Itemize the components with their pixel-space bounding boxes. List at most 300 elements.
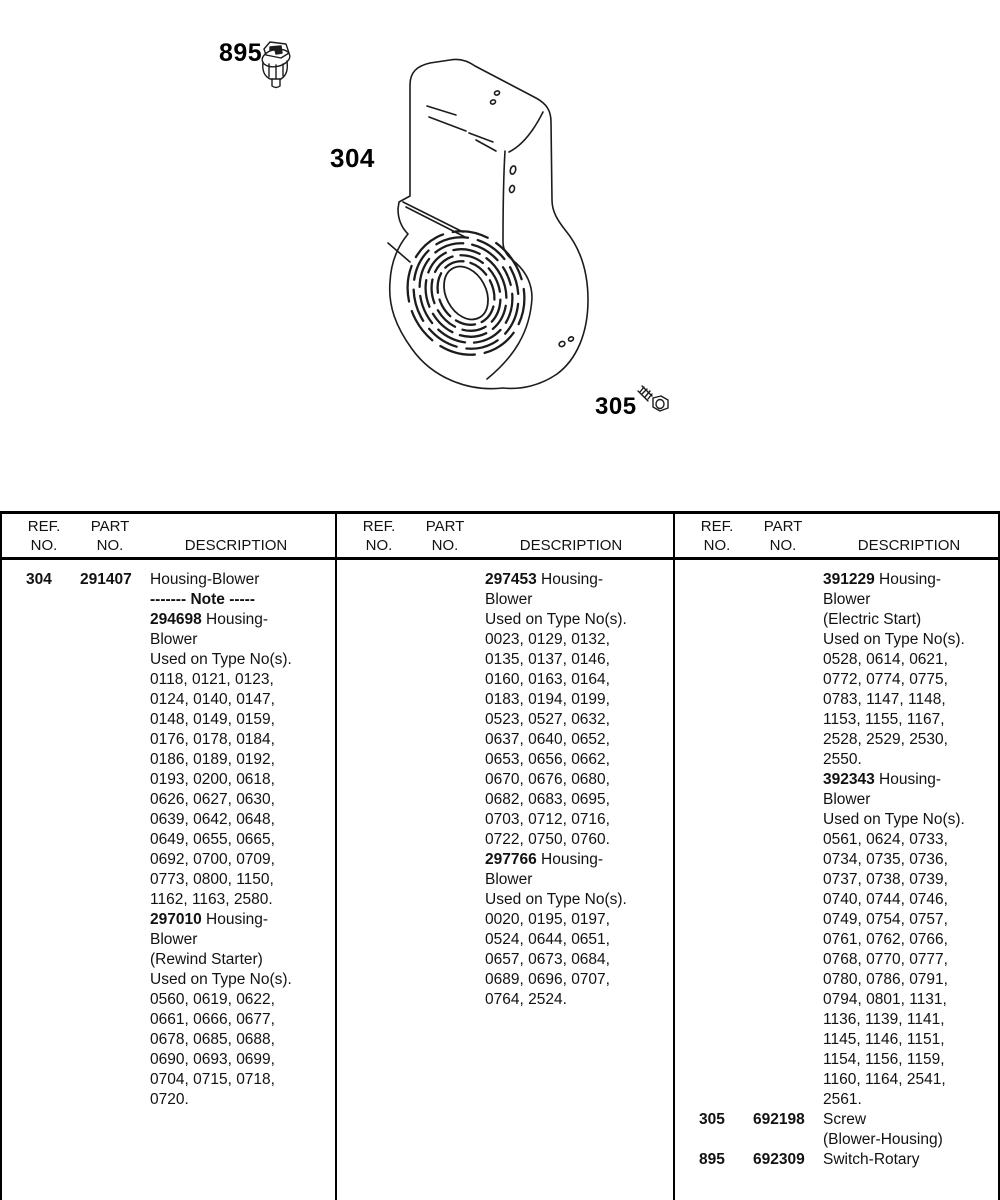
part-no-cell — [415, 770, 485, 790]
table-line — [337, 710, 673, 730]
table-line — [2, 670, 335, 690]
part-no-cell — [80, 890, 150, 910]
part-header-line1: PART — [425, 518, 465, 535]
part-no-cell — [415, 790, 485, 810]
description-cell: 0626, 0627, 0630, — [150, 791, 275, 808]
part-no-cell — [415, 750, 485, 770]
table-line — [675, 870, 998, 890]
part-no-cell — [80, 650, 150, 670]
table-line — [2, 650, 335, 670]
description-header: DESCRIPTION — [857, 537, 961, 554]
part-no-cell — [753, 590, 823, 610]
ref-no-cell — [337, 970, 415, 990]
part-no-cell — [80, 790, 150, 810]
table-line — [2, 790, 335, 810]
description-cell: 0637, 0640, 0652, — [485, 731, 610, 748]
parts-column-3 — [673, 514, 998, 1200]
table-header — [675, 514, 998, 560]
table-line — [675, 890, 998, 910]
ref-no-cell — [337, 690, 415, 710]
table-line — [337, 990, 673, 1010]
table-line — [675, 1110, 998, 1130]
description-cell: 0148, 0149, 0159, — [150, 711, 275, 728]
ref-no-cell — [675, 1070, 753, 1090]
table-line — [675, 1070, 998, 1090]
description-cell: 0764, 2524. — [485, 991, 567, 1008]
table-line — [2, 890, 335, 910]
description-cell: 0794, 0801, 1131, — [823, 991, 947, 1008]
table-line — [2, 730, 335, 750]
description-cell: 0661, 0666, 0677, — [150, 1011, 275, 1028]
table-line — [675, 850, 998, 870]
description-cell: 0761, 0762, 0766, — [823, 931, 948, 948]
ref-no-header — [353, 517, 405, 555]
description-cell: 2561. — [823, 1091, 862, 1108]
ref-no-cell — [337, 910, 415, 930]
table-line — [675, 910, 998, 930]
description-cell: 0670, 0676, 0680, — [485, 771, 610, 788]
table-header — [2, 514, 335, 560]
part-no-cell — [753, 630, 823, 650]
ref-no-cell — [2, 950, 80, 970]
ref-no-cell — [2, 690, 80, 710]
part-no-cell — [753, 710, 823, 730]
description-cell: 297453 Housing- — [485, 571, 604, 588]
table-line — [337, 950, 673, 970]
ref-header-line1: REF. — [362, 518, 396, 535]
ref-no-cell — [337, 890, 415, 910]
table-line — [2, 970, 335, 990]
part-no-cell — [80, 810, 150, 830]
table-line — [337, 650, 673, 670]
ref-no-cell — [337, 730, 415, 750]
part-no-cell — [415, 970, 485, 990]
table-line — [337, 590, 673, 610]
ref-no-cell — [337, 870, 415, 890]
ref-no-cell — [675, 850, 753, 870]
ref-no-cell — [2, 890, 80, 910]
part-no-cell — [753, 1030, 823, 1050]
part-no-cell — [80, 1030, 150, 1050]
part-no-cell — [753, 1070, 823, 1090]
table-line — [2, 950, 335, 970]
table-line — [337, 790, 673, 810]
ref-no-cell — [2, 730, 80, 750]
table-line — [675, 730, 998, 750]
part-no-header — [753, 517, 813, 555]
table-line — [675, 590, 998, 610]
part-no-cell — [80, 1090, 150, 1110]
parts-column-1 — [2, 514, 335, 1200]
table-line — [2, 590, 335, 610]
part-no-cell — [753, 1050, 823, 1070]
part-no-cell — [415, 690, 485, 710]
table-line — [675, 930, 998, 950]
parts-column-2 — [335, 514, 673, 1200]
ref-no-cell — [337, 750, 415, 770]
ref-no-cell — [2, 830, 80, 850]
ref-no-cell — [675, 730, 753, 750]
part-no-cell — [80, 1010, 150, 1030]
table-line — [337, 850, 673, 870]
part-no-cell — [80, 610, 150, 630]
description-cell: 2550. — [823, 751, 862, 768]
ref-no-cell — [675, 910, 753, 930]
part-no-cell — [80, 850, 150, 870]
ref-no-cell — [2, 970, 80, 990]
ref-no-cell — [675, 610, 753, 630]
part-no-cell — [80, 770, 150, 790]
ref-no-cell — [675, 950, 753, 970]
description-cell: 0780, 0786, 0791, — [823, 971, 948, 988]
description-cell: Used on Type No(s). — [485, 611, 627, 628]
blower-housing-diagram — [0, 0, 1000, 480]
table-line — [337, 730, 673, 750]
description-cell: (Rewind Starter) — [150, 951, 263, 968]
table-line — [2, 630, 335, 650]
table-line — [675, 670, 998, 690]
ref-no-cell — [675, 1010, 753, 1030]
table-line — [2, 1030, 335, 1050]
description-cell: 0737, 0738, 0739, — [823, 871, 948, 888]
ref-no-cell — [2, 650, 80, 670]
part-no-cell — [753, 810, 823, 830]
ref-no-cell — [675, 750, 753, 770]
ref-no-cell — [2, 610, 80, 630]
description-cell: Screw — [823, 1111, 867, 1128]
ref-header-line1: REF. — [27, 518, 61, 535]
ref-no-cell — [2, 670, 80, 690]
column-body — [2, 560, 335, 1110]
table-header — [337, 514, 673, 560]
part-no-cell — [753, 730, 823, 750]
table-line — [2, 570, 335, 590]
ref-no-cell — [2, 630, 80, 650]
description-cell: 0186, 0189, 0192, — [150, 751, 275, 768]
part-no-cell — [80, 690, 150, 710]
ref-no-cell: 895 — [699, 1151, 725, 1168]
description-cell: ------- Note ----- — [150, 591, 255, 608]
table-line — [675, 750, 998, 770]
table-line — [337, 690, 673, 710]
description-cell: 0682, 0683, 0695, — [485, 791, 610, 808]
table-line — [2, 850, 335, 870]
ref-no-cell — [2, 1090, 80, 1110]
description-cell: 0160, 0163, 0164, — [485, 671, 610, 688]
ref-no-cell — [675, 810, 753, 830]
description-cell: 294698 Housing- — [150, 611, 269, 628]
description-cell: 0653, 0656, 0662, — [485, 751, 610, 768]
ref-no-cell — [337, 810, 415, 830]
ref-header-line1: REF. — [700, 518, 734, 535]
ref-no-cell — [337, 610, 415, 630]
ref-no-cell — [675, 1050, 753, 1070]
ref-no-cell — [2, 790, 80, 810]
description-cell: 0023, 0129, 0132, — [485, 631, 610, 648]
ref-no-cell — [2, 1010, 80, 1030]
ref-no-cell — [337, 950, 415, 970]
table-line — [675, 630, 998, 650]
part-no-header — [415, 517, 475, 555]
part-no-cell — [80, 910, 150, 930]
part-no-cell — [415, 930, 485, 950]
ref-header-line2: NO. — [30, 537, 58, 554]
part-no-cell — [415, 990, 485, 1010]
description-cell: 1162, 1163, 2580. — [150, 891, 273, 908]
description-cell: 0657, 0673, 0684, — [485, 951, 610, 968]
ref-no-cell — [337, 650, 415, 670]
ref-no-cell — [337, 850, 415, 870]
description-cell: 0783, 1147, 1148, — [823, 691, 946, 708]
table-line — [337, 610, 673, 630]
table-line — [2, 1070, 335, 1090]
ref-no-cell — [2, 750, 80, 770]
description-cell: 0689, 0696, 0707, — [485, 971, 610, 988]
ref-no-cell — [675, 930, 753, 950]
table-line — [2, 690, 335, 710]
ref-header-line2: NO. — [365, 537, 393, 554]
part-no-cell: 291407 — [80, 571, 132, 588]
part-no-cell — [753, 770, 823, 790]
part-no-cell — [753, 890, 823, 910]
description-cell: 0124, 0140, 0147, — [150, 691, 275, 708]
part-no-cell: 692309 — [753, 1151, 805, 1168]
description-cell: 0722, 0750, 0760. — [485, 831, 610, 848]
table-line — [2, 750, 335, 770]
description-cell: 0639, 0642, 0648, — [150, 811, 275, 828]
table-line — [675, 830, 998, 850]
part-no-cell — [415, 650, 485, 670]
part-no-cell — [415, 570, 485, 590]
ref-no-header — [18, 517, 70, 555]
table-line — [675, 950, 998, 970]
description-cell: 0740, 0744, 0746, — [823, 891, 948, 908]
ref-no-cell: 304 — [26, 571, 52, 588]
description-cell: 297766 Housing- — [485, 851, 604, 868]
part-no-cell — [753, 1130, 823, 1150]
part-no-cell — [80, 990, 150, 1010]
description-cell: 0692, 0700, 0709, — [150, 851, 275, 868]
description-cell: 1160, 1164, 2541, — [823, 1071, 946, 1088]
description-cell: 0135, 0137, 0146, — [485, 651, 610, 668]
part-no-cell — [80, 750, 150, 770]
part-no-cell — [80, 630, 150, 650]
table-line — [675, 1030, 998, 1050]
part-no-cell — [753, 910, 823, 930]
description-cell: 392343 Housing- — [823, 771, 942, 788]
table-line — [337, 870, 673, 890]
ref-no-cell: 305 — [699, 1111, 725, 1128]
ref-no-cell — [2, 870, 80, 890]
part-no-cell — [753, 570, 823, 590]
table-line — [337, 930, 673, 950]
table-line — [675, 610, 998, 630]
description-cell: 0772, 0774, 0775, — [823, 671, 948, 688]
description-cell: 0118, 0121, 0123, — [150, 671, 274, 688]
table-line — [675, 690, 998, 710]
part-no-cell — [753, 1010, 823, 1030]
ref-no-cell — [675, 1130, 753, 1150]
part-no-cell — [80, 870, 150, 890]
table-line — [337, 890, 673, 910]
ref-no-cell — [675, 790, 753, 810]
part-no-cell — [753, 790, 823, 810]
ref-no-cell — [675, 890, 753, 910]
description-cell: 1145, 1146, 1151, — [823, 1031, 945, 1048]
ref-no-cell — [675, 830, 753, 850]
table-line — [337, 970, 673, 990]
part-no-cell — [753, 930, 823, 950]
description-cell: 0734, 0735, 0736, — [823, 851, 948, 868]
ref-no-cell — [675, 1030, 753, 1050]
ref-no-cell — [337, 590, 415, 610]
description-cell: Blower — [485, 591, 533, 608]
description-cell: 297010 Housing- — [150, 911, 269, 928]
part-no-cell — [80, 830, 150, 850]
ref-no-cell — [675, 630, 753, 650]
table-line — [2, 930, 335, 950]
table-line — [337, 670, 673, 690]
table-line — [337, 750, 673, 770]
part-no-cell — [80, 710, 150, 730]
table-line — [337, 810, 673, 830]
description-cell: 0678, 0685, 0688, — [150, 1031, 275, 1048]
ref-no-cell — [675, 690, 753, 710]
description-cell: 0561, 0624, 0733, — [823, 831, 948, 848]
ref-no-cell — [675, 870, 753, 890]
ref-no-cell — [675, 1090, 753, 1110]
description-cell: Switch-Rotary — [823, 1151, 920, 1168]
table-line — [337, 910, 673, 930]
description-cell: 0523, 0527, 0632, — [485, 711, 610, 728]
ref-no-cell — [337, 570, 415, 590]
ref-no-cell — [2, 1070, 80, 1090]
part-no-cell — [80, 1050, 150, 1070]
table-line — [675, 970, 998, 990]
table-line — [2, 770, 335, 790]
description-cell: (Electric Start) — [823, 611, 922, 628]
description-cell: 0704, 0715, 0718, — [150, 1071, 275, 1088]
ref-no-cell — [675, 970, 753, 990]
description-cell: Used on Type No(s). — [823, 811, 965, 828]
ref-no-cell — [337, 930, 415, 950]
ref-no-cell — [2, 770, 80, 790]
description-cell: 2528, 2529, 2530, — [823, 731, 948, 748]
ref-no-cell — [2, 710, 80, 730]
part-no-cell — [415, 590, 485, 610]
description-cell: 0528, 0614, 0621, — [823, 651, 948, 668]
callout-label-305: 305 — [595, 393, 637, 420]
description-cell: (Blower-Housing) — [823, 1131, 943, 1148]
part-header-line1: PART — [763, 518, 803, 535]
table-line — [2, 610, 335, 630]
description-cell: 0176, 0178, 0184, — [150, 731, 275, 748]
description-cell: 0703, 0712, 0716, — [485, 811, 610, 828]
description-cell: 0183, 0194, 0199, — [485, 691, 610, 708]
description-cell: Blower — [150, 631, 198, 648]
ref-no-cell — [675, 710, 753, 730]
description-cell: 0193, 0200, 0618, — [150, 771, 275, 788]
table-line — [675, 810, 998, 830]
table-line — [337, 770, 673, 790]
vent-grille-rings — [386, 211, 546, 376]
ref-no-cell — [337, 830, 415, 850]
ref-no-cell — [2, 590, 80, 610]
part-header-line2: NO. — [769, 537, 797, 554]
screw-icon — [638, 386, 668, 411]
table-line — [675, 1150, 998, 1170]
part-no-cell — [415, 950, 485, 970]
part-no-cell — [753, 950, 823, 970]
callout-label-304: 304 — [330, 143, 375, 173]
part-no-cell — [753, 750, 823, 770]
callout-label-895: 895 — [219, 39, 263, 67]
description-cell: Used on Type No(s). — [150, 971, 292, 988]
table-line — [2, 830, 335, 850]
part-no-cell: 692198 — [753, 1111, 805, 1128]
table-line — [675, 570, 998, 590]
description-cell: Housing-Blower — [150, 571, 260, 588]
table-line — [675, 1010, 998, 1030]
part-no-cell — [80, 1070, 150, 1090]
column-body — [337, 560, 673, 1010]
description-cell: 0749, 0754, 0757, — [823, 911, 948, 928]
part-no-cell — [415, 630, 485, 650]
description-cell: 0020, 0195, 0197, — [485, 911, 610, 928]
part-no-cell — [753, 970, 823, 990]
table-line — [675, 710, 998, 730]
ref-no-cell — [2, 910, 80, 930]
part-no-cell — [415, 670, 485, 690]
part-no-cell — [415, 830, 485, 850]
ref-no-cell — [2, 850, 80, 870]
ref-no-cell — [337, 790, 415, 810]
ref-no-cell — [2, 810, 80, 830]
part-no-cell — [415, 870, 485, 890]
table-line — [675, 1050, 998, 1070]
ref-no-cell — [337, 710, 415, 730]
table-line — [2, 1090, 335, 1110]
table-line — [2, 870, 335, 890]
table-line — [2, 910, 335, 930]
part-header-line2: NO. — [431, 537, 459, 554]
description-cell: Blower — [823, 591, 871, 608]
description-cell: Used on Type No(s). — [823, 631, 965, 648]
ref-no-cell — [2, 1050, 80, 1070]
part-no-cell — [80, 970, 150, 990]
ref-no-cell — [675, 590, 753, 610]
description-cell: 391229 Housing- — [823, 571, 942, 588]
part-no-cell — [753, 870, 823, 890]
description-cell: Blower — [823, 791, 871, 808]
table-line — [675, 990, 998, 1010]
ref-no-cell — [675, 670, 753, 690]
table-line — [2, 710, 335, 730]
description-cell: 0768, 0770, 0777, — [823, 951, 948, 968]
table-line — [675, 650, 998, 670]
ref-no-cell — [675, 770, 753, 790]
table-line — [2, 1050, 335, 1070]
part-no-cell — [415, 850, 485, 870]
part-no-cell — [415, 810, 485, 830]
table-line — [337, 570, 673, 590]
ref-no-cell — [2, 930, 80, 950]
parts-table — [0, 511, 1000, 1200]
part-no-cell — [80, 670, 150, 690]
description-cell: 0524, 0644, 0651, — [485, 931, 610, 948]
part-no-cell — [80, 950, 150, 970]
part-no-cell — [80, 590, 150, 610]
